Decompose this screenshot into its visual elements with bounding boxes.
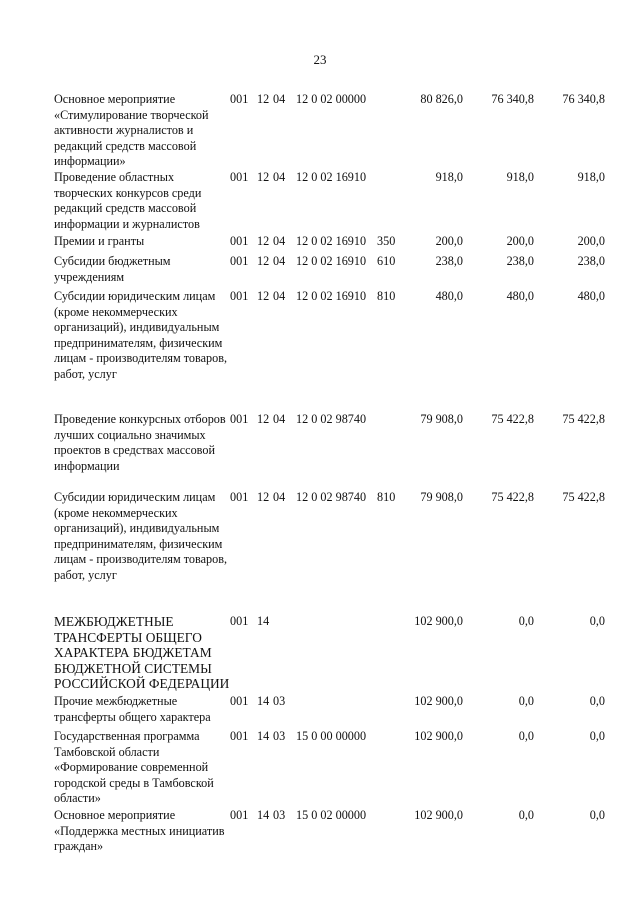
amount-year-1: 102 900,0 — [414, 729, 463, 743]
subsection-code: 04 — [273, 490, 286, 504]
amount-year-2: 76 340,8 — [491, 92, 534, 106]
row-name: Субсидии юридическим лицам (кроме некоммерческих организаций), индивидуальным предпринимателям, физическим лицам - производителям товаров, работ, услуг — [54, 289, 228, 381]
row-name: Основное мероприятие «Поддержка местных инициатив граждан» — [54, 808, 225, 854]
amount-year-3: 480,0 — [577, 289, 605, 303]
amount-year-2: 480,0 — [506, 289, 534, 303]
expense-type-code: 610 — [377, 254, 396, 268]
ved-code: 001 — [230, 254, 249, 268]
row-name: Прочие межбюджетные трансферты общего характера — [54, 694, 211, 724]
section-code: 14 — [257, 729, 270, 743]
row-name: Государственная программа Тамбовской области «Формирование современной городской среды в Тамбовской области» — [54, 729, 214, 806]
subsection-code: 04 — [273, 254, 286, 268]
section-code: 12 — [257, 92, 270, 106]
expense-type-code: 810 — [377, 289, 396, 303]
ved-code: 001 — [230, 694, 249, 708]
target-article-code: 12 0 02 16910 — [296, 289, 367, 303]
ved-code: 001 — [230, 808, 249, 822]
ved-code: 001 — [230, 92, 249, 106]
amount-year-3: 238,0 — [577, 254, 605, 268]
target-article-code: 12 0 02 00000 — [296, 92, 367, 106]
section-code: 12 — [257, 412, 270, 426]
ved-code: 001 — [230, 234, 249, 248]
ved-code: 001 — [230, 289, 249, 303]
ved-code: 001 — [230, 490, 249, 504]
amount-year-3: 75 422,8 — [562, 412, 605, 426]
ved-code: 001 — [230, 729, 249, 743]
row-name: Основное мероприятие «Стимулирование творческой активности журналистов и редакций средств массовой информации» — [54, 92, 209, 169]
ved-code: 001 — [230, 412, 249, 426]
subsection-code: 04 — [273, 289, 286, 303]
section-code: 12 — [257, 234, 270, 248]
amount-year-3: 918,0 — [577, 170, 605, 184]
target-article-code: 15 0 02 00000 — [296, 808, 367, 822]
amount-year-3: 0,0 — [589, 694, 605, 708]
target-article-code: 15 0 00 00000 — [296, 729, 367, 743]
amount-year-2: 0,0 — [518, 729, 534, 743]
amount-year-3: 76 340,8 — [562, 92, 605, 106]
target-article-code: 12 0 02 98740 — [296, 490, 367, 504]
amount-year-2: 238,0 — [506, 254, 534, 268]
amount-year-1: 480,0 — [435, 289, 463, 303]
section-code: 14 — [257, 694, 270, 708]
amount-year-3: 0,0 — [589, 614, 605, 628]
subsection-code: 04 — [273, 412, 286, 426]
subsection-code: 04 — [273, 234, 286, 248]
row-name: МЕЖБЮДЖЕТНЫЕ ТРАНСФЕРТЫ ОБЩЕГО ХАРАКТЕРА БЮДЖЕТАМ БЮДЖЕТНОЙ СИСТЕМЫ РОССИЙСКОЙ ФЕДЕРАЦИИ — [54, 614, 230, 692]
subsection-code: 04 — [273, 92, 286, 106]
amount-year-1: 102 900,0 — [414, 808, 463, 822]
amount-year-1: 200,0 — [435, 234, 463, 248]
section-code: 12 — [257, 170, 270, 184]
target-article-code: 12 0 02 98740 — [296, 412, 367, 426]
row-name: Субсидии бюджетным учреждениям — [54, 254, 171, 284]
amount-year-1: 79 908,0 — [420, 490, 463, 504]
expense-type-code: 810 — [377, 490, 396, 504]
amount-year-3: 0,0 — [589, 729, 605, 743]
amount-year-1: 102 900,0 — [414, 694, 463, 708]
amount-year-1: 79 908,0 — [420, 412, 463, 426]
section-code: 14 — [257, 808, 270, 822]
amount-year-1: 918,0 — [435, 170, 463, 184]
subsection-code: 03 — [273, 808, 286, 822]
section-code: 12 — [257, 490, 270, 504]
amount-year-1: 80 826,0 — [420, 92, 463, 106]
amount-year-2: 918,0 — [506, 170, 534, 184]
section-code: 12 — [257, 289, 270, 303]
target-article-code: 12 0 02 16910 — [296, 234, 367, 248]
section-code: 14 — [257, 614, 270, 628]
amount-year-1: 102 900,0 — [414, 614, 463, 628]
amount-year-2: 75 422,8 — [491, 490, 534, 504]
subsection-code: 03 — [273, 694, 286, 708]
row-name: Премии и гранты — [54, 234, 145, 248]
target-article-code: 12 0 02 16910 — [296, 170, 367, 184]
amount-year-3: 75 422,8 — [562, 490, 605, 504]
row-name: Проведение конкурсных отборов лучших социально значимых проектов в средствах массовой информации — [54, 412, 226, 473]
amount-year-3: 200,0 — [577, 234, 605, 248]
section-code: 12 — [257, 254, 270, 268]
amount-year-2: 75 422,8 — [491, 412, 534, 426]
amount-year-2: 0,0 — [518, 808, 534, 822]
target-article-code: 12 0 02 16910 — [296, 254, 367, 268]
amount-year-1: 238,0 — [435, 254, 463, 268]
row-name: Субсидии юридическим лицам (кроме некоммерческих организаций), индивидуальным предпринимателям, физическим лицам - производителям товаров, работ, услуг — [54, 490, 228, 582]
subsection-code: 03 — [273, 729, 286, 743]
amount-year-2: 200,0 — [506, 234, 534, 248]
amount-year-2: 0,0 — [518, 694, 534, 708]
amount-year-3: 0,0 — [589, 808, 605, 822]
ved-code: 001 — [230, 614, 249, 628]
expense-type-code: 350 — [377, 234, 396, 248]
page-number: 23 — [313, 52, 327, 67]
ved-code: 001 — [230, 170, 249, 184]
row-name: Проведение областных творческих конкурсов среди редакций средств массовой информации и журналистов — [54, 170, 202, 231]
amount-year-2: 0,0 — [518, 614, 534, 628]
subsection-code: 04 — [273, 170, 286, 184]
